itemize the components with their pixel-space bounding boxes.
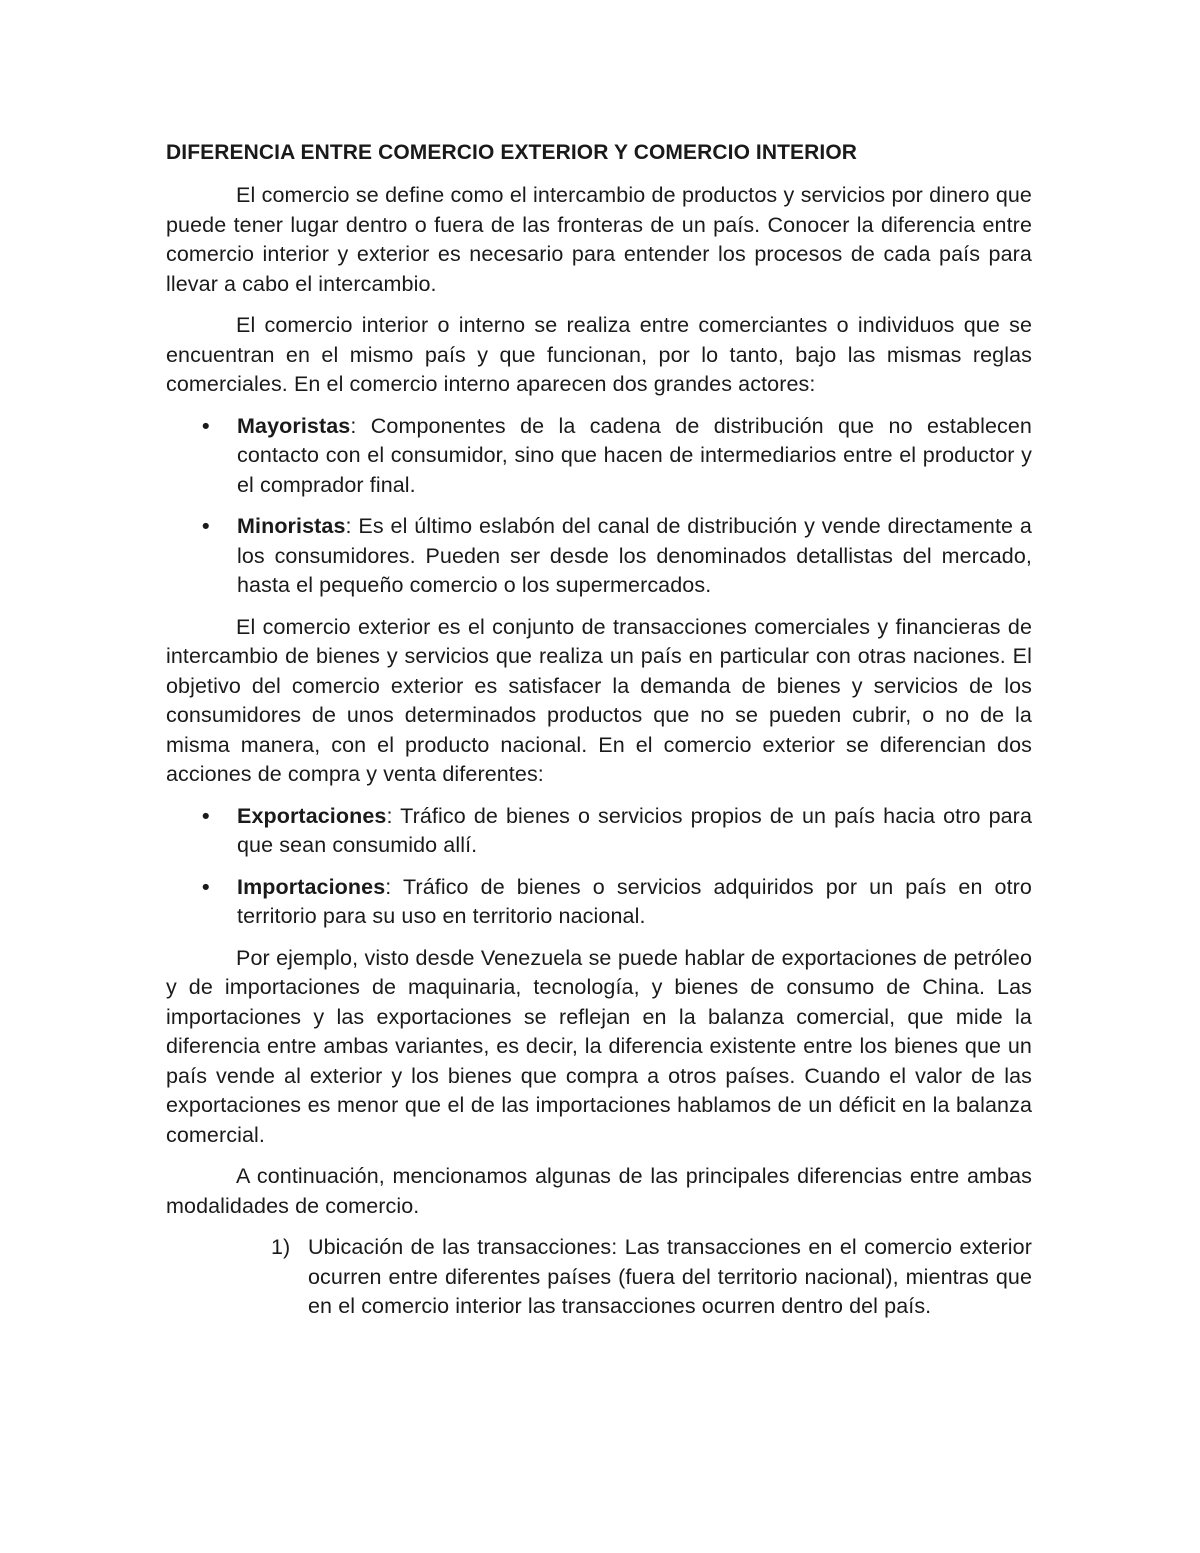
list-item-term: Minoristas [237, 514, 346, 538]
list-item-text: Ubicación de las transacciones: Las transacciones en el comercio exterior ocurren entre diferentes países (fuera del territorio nacional), mientras que en el comercio interior las transacciones ocurren dentro del país. [308, 1235, 1032, 1318]
bullet-icon: • [202, 413, 210, 438]
list-item [166, 512, 1032, 601]
document-title: DIFERENCIA ENTRE COMERCIO EXTERIOR Y COMERCIO INTERIOR [166, 141, 858, 164]
intro-paragraph: El comercio se define como el intercambio de productos y servicios por dinero que puede tener lugar dentro o fuera de las fronteras de un país. Conocer la diferencia entre comercio interior y exterior es necesario para entender los procesos de cada país para llevar a cabo el intercambio. [166, 183, 1032, 296]
list-item-term: Importaciones [237, 874, 386, 899]
list-item-term: Mayoristas [237, 413, 351, 438]
interior-actors-list [166, 412, 1032, 601]
bullet-icon: • [202, 514, 210, 538]
exterior-actions-list [166, 802, 1032, 932]
list-item-text: : Es el último eslabón del canal de distribución y vende directamente a los consumidores. Pueden ser desde los denominados detallistas del mercado, hasta el pequeño comercio o los supermercados. [237, 514, 1032, 597]
document-page [166, 138, 1032, 1334]
differences-intro-paragraph: A continuación, mencionamos algunas de las principales diferencias entre ambas modalidades de comercio. [166, 1164, 1032, 1218]
bullet-icon: • [202, 874, 210, 899]
list-number: 1) [271, 1235, 291, 1259]
list-item [166, 873, 1032, 932]
list-item [166, 802, 1032, 861]
list-item-text: : Componentes de la cadena de distribución que no establecen contacto con el consumidor, sino que hacen de intermediarios entre el productor y el comprador final. [237, 413, 1032, 497]
example-paragraph: Por ejemplo, visto desde Venezuela se puede hablar de exportaciones de petróleo y de importaciones de maquinaria, tecnología, y bienes de consumo de China. Las importaciones y las exportaciones se reflejan en la balanza comercial, que mide la diferencia entre ambas variantes, es decir, la diferencia existente entre los bienes que un país vende al exterior y los bienes que compra a otros países. Cuando el valor de las exportaciones es menor que el de las importaciones hablamos de un déficit en la balanza comercial. [166, 945, 1032, 1147]
list-item-term: Exportaciones [237, 803, 387, 828]
bullet-icon: • [202, 803, 210, 828]
list-item-text: : Tráfico de bienes o servicios adquiridos por un país en otro territorio para su uso en territorio nacional. [237, 874, 1032, 928]
exterior-trade-paragraph: El comercio exterior es el conjunto de transacciones comerciales y financieras de intercambio de bienes y servicios que realiza un país en particular con otras naciones. El objetivo del comercio exterior es satisfacer la demanda de bienes y servicios de los consumidores de unos determinados productos que no se pueden cubrir, o no de la misma manera, con el producto nacional. En el comercio exterior se diferencian dos acciones de compra y venta diferentes: [166, 614, 1032, 786]
numbered-list-item [166, 1233, 1032, 1322]
list-item-text: : Tráfico de bienes o servicios propios de un país hacia otro para que sean consumido allí. [237, 803, 1032, 857]
interior-trade-paragraph: El comercio interior o interno se realiza entre comerciantes o individuos que se encuentran en el mismo país y que funcionan, por lo tanto, bajo las mismas reglas comerciales. En el comercio interno aparecen dos grandes actores: [166, 313, 1032, 396]
list-item [166, 412, 1032, 501]
